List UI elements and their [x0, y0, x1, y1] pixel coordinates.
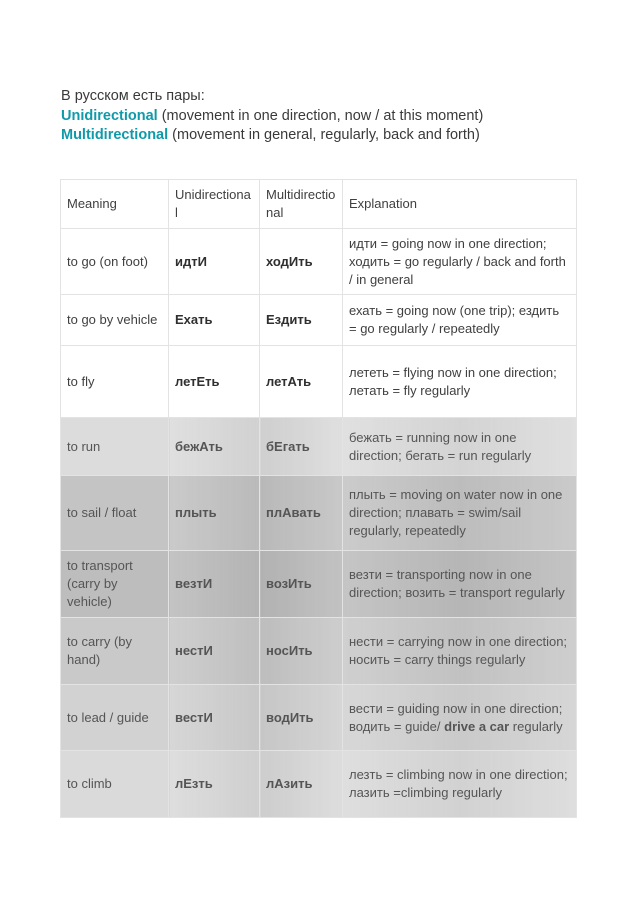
unidirectional-verb-cell: Ехать: [169, 295, 260, 346]
unidirectional-verb-cell: лЕзть: [169, 751, 260, 818]
multidirectional-verb-cell: плАвать: [260, 476, 343, 551]
multidirectional-verb-cell: летАть: [260, 346, 343, 418]
table-row: [61, 229, 577, 295]
meaning-cell: to transport (carry by vehicle): [61, 551, 169, 618]
table-row: [61, 476, 577, 551]
header-unidirectional: Unidirectional: [169, 180, 260, 229]
verbs-table: [60, 179, 577, 818]
multidirectional-verb-cell: носИть: [260, 618, 343, 685]
unidirectional-verb-cell: везтИ: [169, 551, 260, 618]
unidirectional-term: Unidirectional: [61, 107, 158, 124]
table-row: [61, 751, 577, 818]
table-row: [61, 618, 577, 685]
multidirectional-verb-cell: водИть: [260, 685, 343, 751]
explanation-cell: плыть = moving on water now in one direction; плавать = swim/sail regularly, repeatedly: [343, 476, 577, 551]
table-row: [61, 346, 577, 418]
explanation-text: regularly: [509, 718, 563, 734]
meaning-cell: to climb: [61, 751, 169, 818]
meaning-cell: to sail / float: [61, 476, 169, 551]
intro-block: [61, 87, 483, 146]
table-row: [61, 418, 577, 476]
unidirectional-description: (movement in one direction, now / at this moment): [157, 107, 484, 124]
explanation-emphasis: drive a car: [444, 718, 510, 734]
unidirectional-verb-cell: нестИ: [169, 618, 260, 685]
multidirectional-verb-cell: лАзить: [260, 751, 343, 818]
table-row: [61, 295, 577, 346]
header-multidirectional: Multidirectional: [260, 180, 343, 229]
multidirectional-verb-cell: ходИть: [260, 229, 343, 295]
explanation-cell: лететь = flying now in one direction; летать = fly regularly: [343, 346, 577, 418]
unidirectional-definition: [61, 107, 483, 127]
explanation-cell: бежать = running now in one direction; бегать = run regularly: [343, 418, 577, 476]
meaning-cell: to carry (by hand): [61, 618, 169, 685]
multidirectional-definition: [61, 126, 483, 146]
unidirectional-verb-cell: вестИ: [169, 685, 260, 751]
multidirectional-term: Multidirectional: [61, 127, 169, 143]
table-row: [61, 685, 577, 751]
multidirectional-verb-cell: возИть: [260, 551, 343, 618]
unidirectional-verb-cell: бежАть: [169, 418, 260, 476]
multidirectional-verb-cell: бЕгать: [260, 418, 343, 476]
explanation-cell: [343, 685, 577, 751]
unidirectional-verb-cell: летЕть: [169, 346, 260, 418]
meaning-cell: to go by vehicle: [61, 295, 169, 346]
multidirectional-description: (movement in general, regularly, back and forth): [168, 127, 480, 143]
meaning-cell: to fly: [61, 346, 169, 418]
table-header-row: [61, 180, 577, 229]
unidirectional-verb-cell: идтИ: [169, 229, 260, 295]
multidirectional-verb-cell: Ездить: [260, 295, 343, 346]
intro-line: В русском есть пары:: [61, 88, 205, 104]
meaning-cell: to run: [61, 418, 169, 476]
explanation-cell: ехать = going now (one trip); ездить = go regularly / repeatedly: [343, 295, 577, 346]
meaning-cell: to go (on foot): [61, 229, 169, 295]
explanation-cell: везти = transporting now in one direction; возить = transport regularly: [343, 551, 577, 618]
explanation-cell: лезть = climbing now in one direction; лазить =climbing regularly: [343, 751, 577, 818]
meaning-cell: to lead / guide: [61, 685, 169, 751]
unidirectional-verb-cell: плыть: [169, 476, 260, 551]
explanation-cell: идти = going now in one direction; ходить = go regularly / back and forth / in general: [343, 229, 577, 295]
explanation-cell: нести = carrying now in one direction; носить = carry things regularly: [343, 618, 577, 685]
explanation-text: вести = guiding now in one direction; водить = guide/: [349, 700, 563, 734]
table-row: [61, 551, 577, 618]
header-explanation: Explanation: [343, 180, 577, 229]
header-meaning: Meaning: [61, 180, 169, 229]
